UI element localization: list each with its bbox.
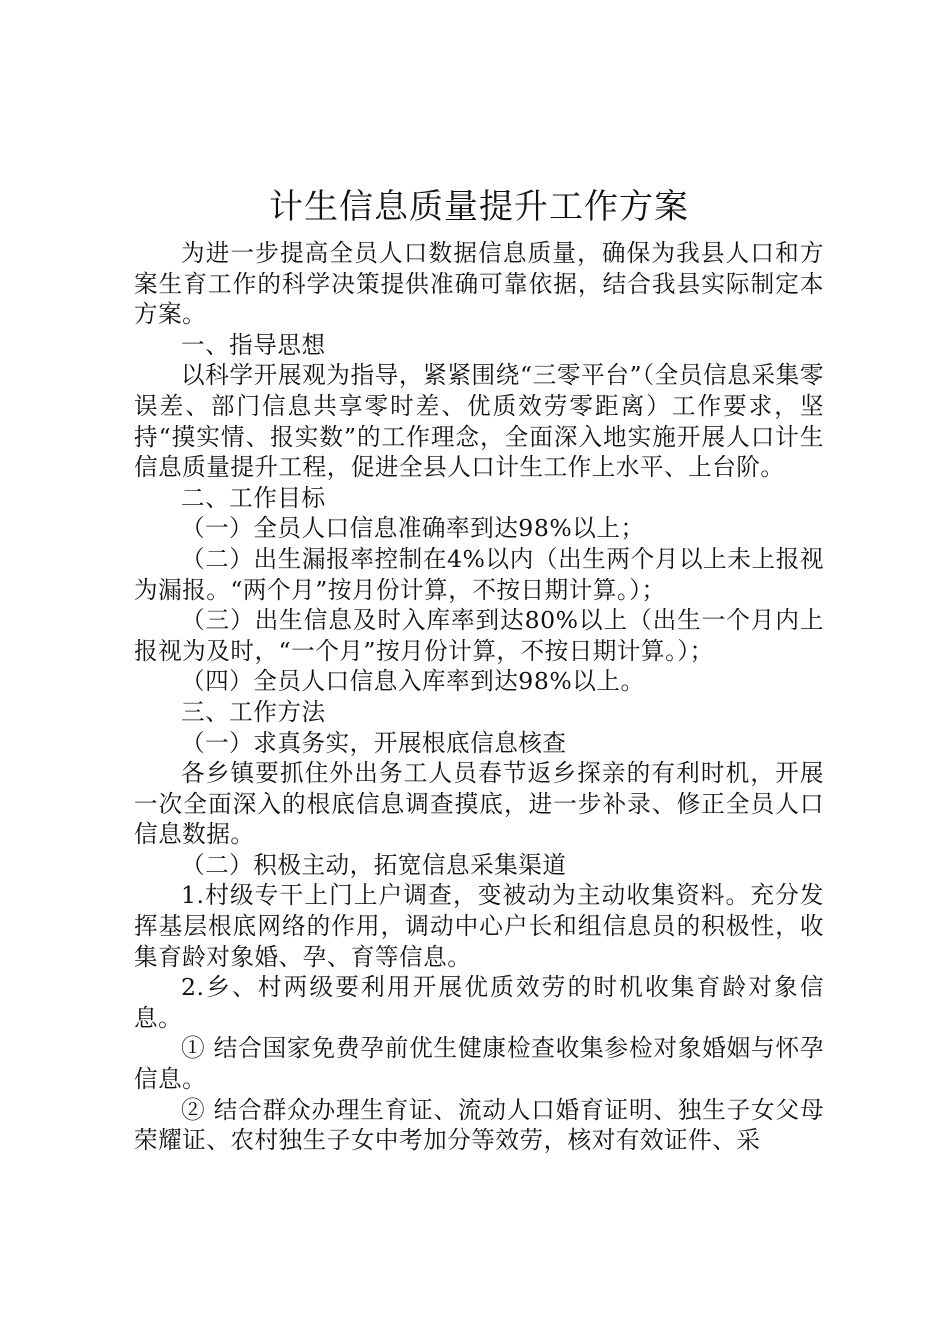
paragraph-intro: 为进一步提高全员人口数据信息质量，确保为我县人口和方案生育工作的科学决策提供准确可靠依据，结合我县实际制定本方案。 xyxy=(134,239,824,329)
method-subitem-1: ① 结合国家免费孕前优生健康检查收集参检对象婚姻与怀孕信息。 xyxy=(134,1034,824,1094)
heading-work-goals: 二、工作目标 xyxy=(181,483,326,512)
method-subitem-2: ② 结合群众办理生育证、流动人口婚育证明、独生子女父母荣耀证、农村独生子女中考加分等效劳，核对有效证件、采 xyxy=(134,1095,824,1155)
goal-item-4: （四）全员人口信息入库率到达98%以上。 xyxy=(181,667,645,696)
document-title: 计生信息质量提升工作方案 xyxy=(269,187,689,227)
method-heading-1: （一）求真务实，开展根底信息核查 xyxy=(181,728,567,757)
method-item-2: 2.乡、村两级要利用开展优质效劳的时机收集育龄对象信息。 xyxy=(134,973,824,1032)
method-item-1: 1.村级专干上门上户调查，变被动为主动收集资料。充分发挥基层根底网络的作用，调动中心户长和组信息员的积极性，收集育龄对象婚、孕、育等信息。 xyxy=(134,881,824,971)
goal-item-1: （一）全员人口信息准确率到达98%以上； xyxy=(181,514,645,543)
document-page xyxy=(134,180,824,1156)
method-paragraph-1: 各乡镇要抓住外出务工人员春节返乡探亲的有利时机，开展一次全面深入的根底信息调查摸底，进一步补录、修正全员人口信息数据。 xyxy=(134,759,824,849)
heading-work-methods: 三、工作方法 xyxy=(181,697,326,726)
goal-item-3: （三）出生信息及时入库率到达80%以上（出生一个月内上报视为及时，“一个月”按月份计算，不按日期计算。）； xyxy=(134,606,824,665)
heading-guiding-thought: 一、指导思想 xyxy=(181,330,326,359)
goal-item-2: （二）出生漏报率控制在4%以内（出生两个月以上未上报视为漏报。“两个月”按月份计算，不按日期计算。）； xyxy=(134,544,824,604)
paragraph-guiding-thought: 以科学开展观为指导，紧紧围绕“三零平台”（全员信息采集零误差、部门信息共享零时差、优质效劳零距离）工作要求，坚持“摸实情、报实数”的工作理念，全面深入地实施开展人口计生信息质量提升工程，促进全县人口计生工作上水平、上台阶。 xyxy=(134,361,824,482)
method-heading-2: （二）积极主动，拓宽信息采集渠道 xyxy=(181,850,567,879)
